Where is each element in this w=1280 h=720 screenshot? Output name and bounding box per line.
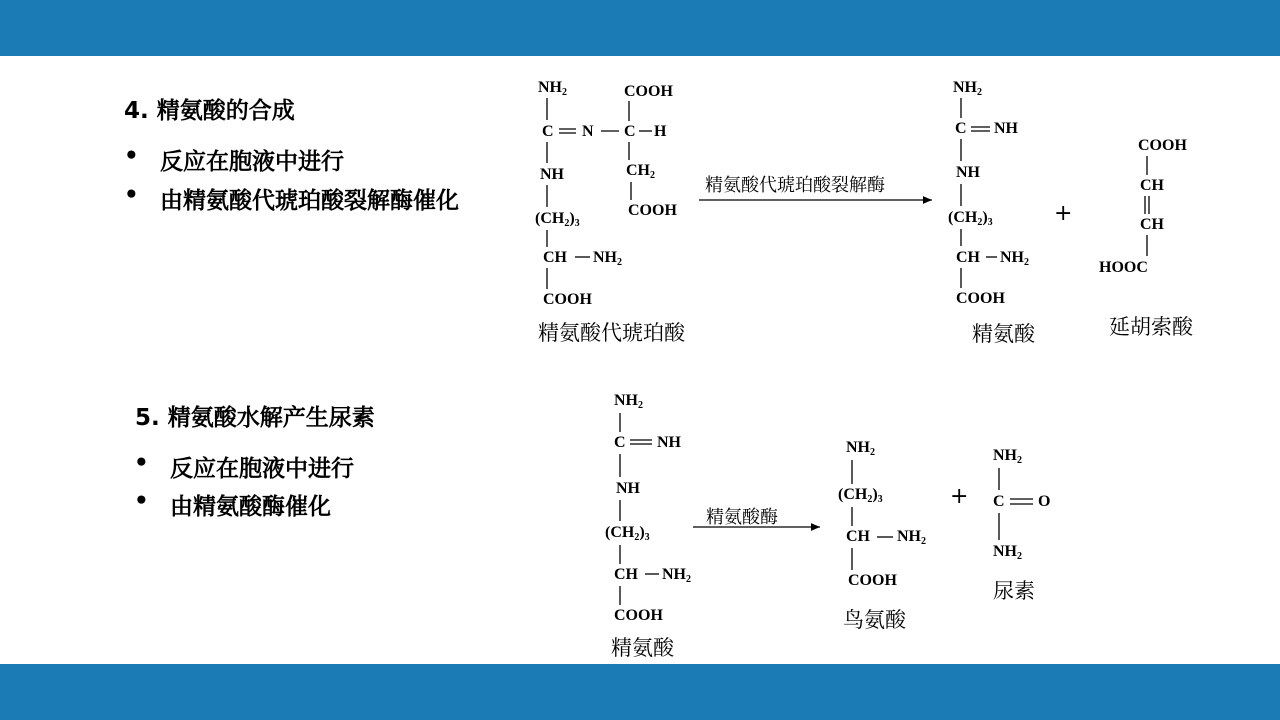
enzyme-label-4: 精氨酸代琥珀酸裂解酶 — [705, 175, 885, 196]
bullet-dot: • — [134, 450, 149, 476]
reactant-name-4: 精氨酸代琥珀酸 — [538, 321, 685, 345]
chem-cooh: COOH — [956, 290, 1005, 307]
bullet-dot: • — [124, 143, 139, 169]
chem-n: N — [582, 123, 594, 140]
product1-name-4: 精氨酸 — [972, 322, 1035, 346]
chem-nh2: $NH_2$ — [538, 79, 567, 98]
bullet-dot: • — [134, 488, 149, 514]
chem-ch: CH — [846, 528, 870, 545]
bullet-text: 反应在胞液中进行 — [170, 456, 354, 482]
chem-cooh: COOH — [848, 572, 897, 589]
chem-h: H — [654, 123, 667, 140]
chem-nh: NH — [956, 164, 980, 181]
section4-bullet-1 — [124, 143, 344, 176]
enzyme-label-5: 精氨酸酶 — [706, 507, 778, 528]
plus-sign: + — [1054, 201, 1073, 226]
chem-cooh: COOH — [1138, 137, 1187, 154]
chem-nh2: $NH_2$ — [993, 447, 1022, 466]
chem-c: C — [993, 493, 1005, 510]
bullet-text: 由精氨酸代琥珀酸裂解酶催化 — [160, 188, 459, 214]
chem-cooh: COOH — [628, 202, 677, 219]
chem-nh2: $NH_2$ — [846, 439, 875, 458]
chem-nh: NH — [616, 480, 640, 497]
chem-ch: CH — [1140, 216, 1164, 233]
plus-sign: + — [950, 484, 969, 509]
chem-nh: NH — [540, 166, 564, 183]
chem-nh: NH — [994, 120, 1018, 137]
chem-hooc: HOOC — [1099, 259, 1148, 276]
chem-ch: CH — [956, 249, 980, 266]
chem-ch2-3: $(CH_2)_3$ — [605, 524, 650, 543]
chem-nh2: $NH_2$ — [953, 79, 982, 98]
section5-heading: 5. 精氨酸水解产生尿素 — [135, 405, 375, 431]
chem-c: C — [542, 123, 554, 140]
chem-nh2: $NH_2$ — [993, 543, 1022, 562]
top-banner — [0, 0, 1280, 56]
chem-ch: CH — [1140, 177, 1164, 194]
chem-ch2: $CH_2$ — [626, 162, 655, 181]
bullet-text: 反应在胞液中进行 — [160, 149, 344, 175]
chem-ch2-3: $(CH_2)_3$ — [535, 210, 580, 229]
chem-c: C — [955, 120, 967, 137]
section4-bullet-2 — [124, 182, 459, 215]
section5-bullet-1 — [134, 450, 354, 483]
chem-cooh: COOH — [614, 607, 663, 624]
chem-nh2: $NH_2$ — [1000, 249, 1029, 268]
chem-nh2: $NH_2$ — [897, 528, 926, 547]
chem-ch: CH — [614, 566, 638, 583]
chem-nh2: $NH_2$ — [593, 249, 622, 268]
chem-cooh: COOH — [543, 291, 592, 308]
chem-cooh: COOH — [624, 83, 673, 100]
bottom-banner — [0, 664, 1280, 720]
section4-heading: 4. 精氨酸的合成 — [124, 98, 295, 124]
chem-ch2-3: $(CH_2)_3$ — [838, 486, 883, 505]
chem-c: C — [624, 123, 636, 140]
product2-name-4: 延胡索酸 — [1109, 315, 1193, 339]
chem-ch: CH — [543, 249, 567, 266]
chem-o: O — [1038, 493, 1051, 510]
section5-bullet-2 — [134, 488, 331, 521]
product2-name-5: 尿素 — [993, 579, 1035, 603]
bullet-text: 由精氨酸酶催化 — [170, 494, 331, 520]
chem-c: C — [614, 434, 626, 451]
bullet-dot: • — [124, 182, 139, 208]
chem-nh2: $NH_2$ — [662, 566, 691, 585]
chem-ch2-3: $(CH_2)_3$ — [948, 209, 993, 228]
chem-nh: NH — [657, 434, 681, 451]
chem-nh2: $NH_2$ — [614, 392, 643, 411]
reactant-name-5: 精氨酸 — [611, 636, 674, 660]
product1-name-5: 鸟氨酸 — [843, 608, 906, 632]
